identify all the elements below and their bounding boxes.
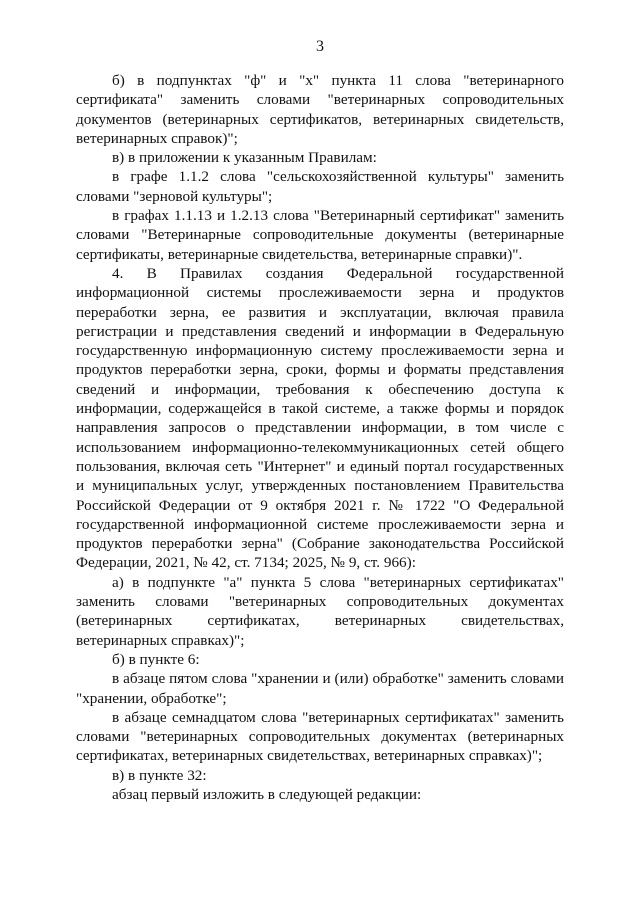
paragraph-section-4-rules: 4. В Правилах создания Федеральной государственной информационной системы прослеживаемости зерна и продуктов переработки зерна, ее развития и эксплуатации, включая правила регистрации и представления сведений и информации в Федеральную государственную информационную систему прослеживаемости зерна и продуктов переработки зерна, сроки, формы и форматы представления сведений и информации, требования к обеспечению доступа к информации, содержащейся в такой системе, а также формы и порядок направления запросов о представлении информации, в том числе с использованием информационно-телекоммуникационных сетей общего пользования, включая сеть "Интернет" и единый портал государственных и муниципальных услуг, утвержденных постановлением Правительства Российской Федерации от 9 октября 2021 г. № 1722 "О Федеральной государственной информационной системе прослеживаемости зерна и продуктов переработки зерна" (Собрание законодательства Российской Федерации, 2021, № 42, ст. 7134; 2025, № 9, ст. 966):	[76, 264, 564, 572]
paragraph-amendment-a-point-5: а) в подпункте "а" пункта 5 слова "ветеринарных сертификатах" заменить словами "ветеринарных сопроводительных документах (ветеринарных сертификатах, ветеринарных свидетельствах, ветеринарных справках)";	[76, 573, 564, 649]
document-body	[76, 71, 564, 804]
paragraph-amendment-b-point-11: б) в подпунктах "ф" и "х" пункта 11 слова "ветеринарного сертификата" заменить словами "ветеринарных сопроводительных документов (ветеринарных сертификатов, ветеринарных свидетельств, ветеринарных справок)";	[76, 72, 564, 147]
paragraph-amendment-v-point-32: в) в пункте 32:	[112, 766, 207, 784]
paragraph-amendment-b-point-6: б) в пункте 6:	[112, 650, 200, 668]
paragraph-first-clause-new-wording: абзац первый изложить в следующей редакции:	[112, 785, 422, 803]
paragraph-columns-1-1-13: в графах 1.1.13 и 1.2.13 слова "Ветеринарный сертификат" заменить словами "Ветеринарные сопроводительные документы (ветеринарные сертификаты, ветеринарные свидетельства, ветеринарные справки)".	[76, 207, 564, 263]
paragraph-seventeenth-clause: в абзаце семнадцатом слова "ветеринарных сертификатах" заменить словами "ветеринарных сопроводительных документах (ветеринарных сертификатах, ветеринарных свидетельствах, ветеринарных справках)";	[76, 708, 564, 765]
page-number: 3	[316, 38, 324, 55]
paragraph-column-1-1-2: в графе 1.1.2 слова "сельскохозяйственной культуры" заменить словами "зерновой культуры";	[76, 168, 564, 205]
paragraph-fifth-clause: в абзаце пятом слова "хранении и (или) обработке" заменить словами "хранении, обработке";	[76, 670, 564, 707]
paragraph-amendment-v-appendix: в) в приложении к указанным Правилам:	[112, 149, 377, 167]
